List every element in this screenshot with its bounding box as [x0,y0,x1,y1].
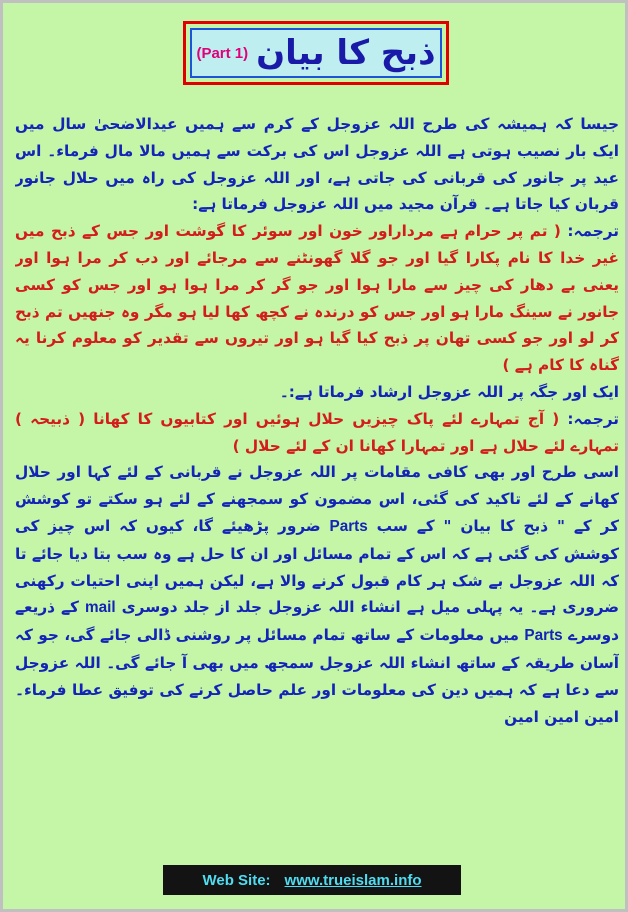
parts-word: Parts [524,627,563,645]
website-label: Web Site: [202,871,271,889]
website-footer [163,865,461,895]
title-banner [190,28,442,78]
translation-paragraph-2 [15,406,619,460]
amen-text: امین امین امین [504,707,619,726]
translation-label: ترجمہ: [567,409,619,428]
article-body [15,111,619,851]
closing-text-2: ضرور پڑھیئے گا، کیوں کہ اس چیز کی کوشش کی گئی ہے کہ اس کے تمام مسائل اور ان کا حل ہے وہ سب بتا دیا جائے تا کہ اللہ عزوجل بے شک ہر کام قبول کرنے والا ہے، لیکن ہمیں اپنی احتیات رکھنی ضروری ہے۔ یہ پہلی میل ہے انشاء اللہ عزوجل جلد از جلد دوسری [15,516,619,617]
closing-paragraph [15,459,619,730]
intro-paragraph: جیسا کہ ہمیشہ کی طرح اللہ عزوجل کے کرم سے ہمیں عیدالاضحیٰ سال میں ایک بار نصیب ہوتی ہے اللہ عزوجل اس کی برکت سے ہمیں مالا مال فرماء۔ اس عید پر جانور کی قربانی کی جاتی ہے، اور اللہ عزوجل کی راہ میں حلال جانور قربان کیا جاتا ہے۔ قرآن مجید میں اللہ عزوجل فرماتا ہے: [15,115,619,214]
translation-text: ( آج تمہارے لئے پاک چیزیں حلال ہوئیں اور کتابیوں کا کھانا ( ذبیحہ ) تمہارے لئے حلال ہے اور تمہارا کھانا ان کے لئے حلال ) [15,409,619,455]
second-intro-paragraph: ایک اور جگہ پر اللہ عزوجل ارشاد فرماتا ہے:۔ [279,382,619,401]
closing-text-4: میں معلومات کے ساتھ تمام مسائل پر روشنی ڈالی جائے گی، جو کہ آسان طریقہ کے ساتھ انشاء اللہ عزوجل سمجھ میں بھی آ جائے گی۔ اللہ عزوجل سے دعا ہے کہ ہمیں دین کی معلومات اور علم حاصل کرنے کی توفیق عطا فرماء۔ [15,626,619,699]
title-frame [183,21,449,85]
translation-label: ترجمہ: [567,222,619,241]
closing-text-1: اسی طرح اور بھی کافی مقامات پر اللہ عزوجل نے قربانی کے لئے کہا اور حلال کھانے کے لئے تاکید کی گئی، اس مضمون کو سمجھنے کے لئے ہو سکتے تو کوشش کر کے " ذبح کا بیان " کے سب [15,463,619,535]
page-title: ذبح کا بیان [256,33,436,73]
mail-word: mail [84,599,116,617]
website-link[interactable]: www.trueislam.info [284,871,422,889]
translation-paragraph-1 [15,218,619,379]
closing-text-3: کے ذریعے دوسرے [15,598,619,645]
parts-word: Parts [329,517,368,535]
translation-text: ( تم پر حرام ہے مرداراور خون اور سوئر کا گوشت اور جس کے ذبح میں غیر خدا کا نام پکارا گیا اور جو گلا گھونٹنے سے مرجائے اور دب کر مرا ہوا اور یعنی بے دھار کی چیز سے مارا ہوا اور جو گر کر مرا ہوا ہو اور جس کو کسی جانور نے سینگ مارا ہو اور جس کو درندہ نے کچھ کھا لیا ہو مگر وہ جنھیں تم ذبح کر لو اور جو کسی تھان پر ذبح کیا گیا ہو اور تیروں سے تقدیر کو معلوم کرنا یہ گناہ کا کام ہے ) [15,222,619,375]
part-label: (Part 1) [196,44,249,62]
